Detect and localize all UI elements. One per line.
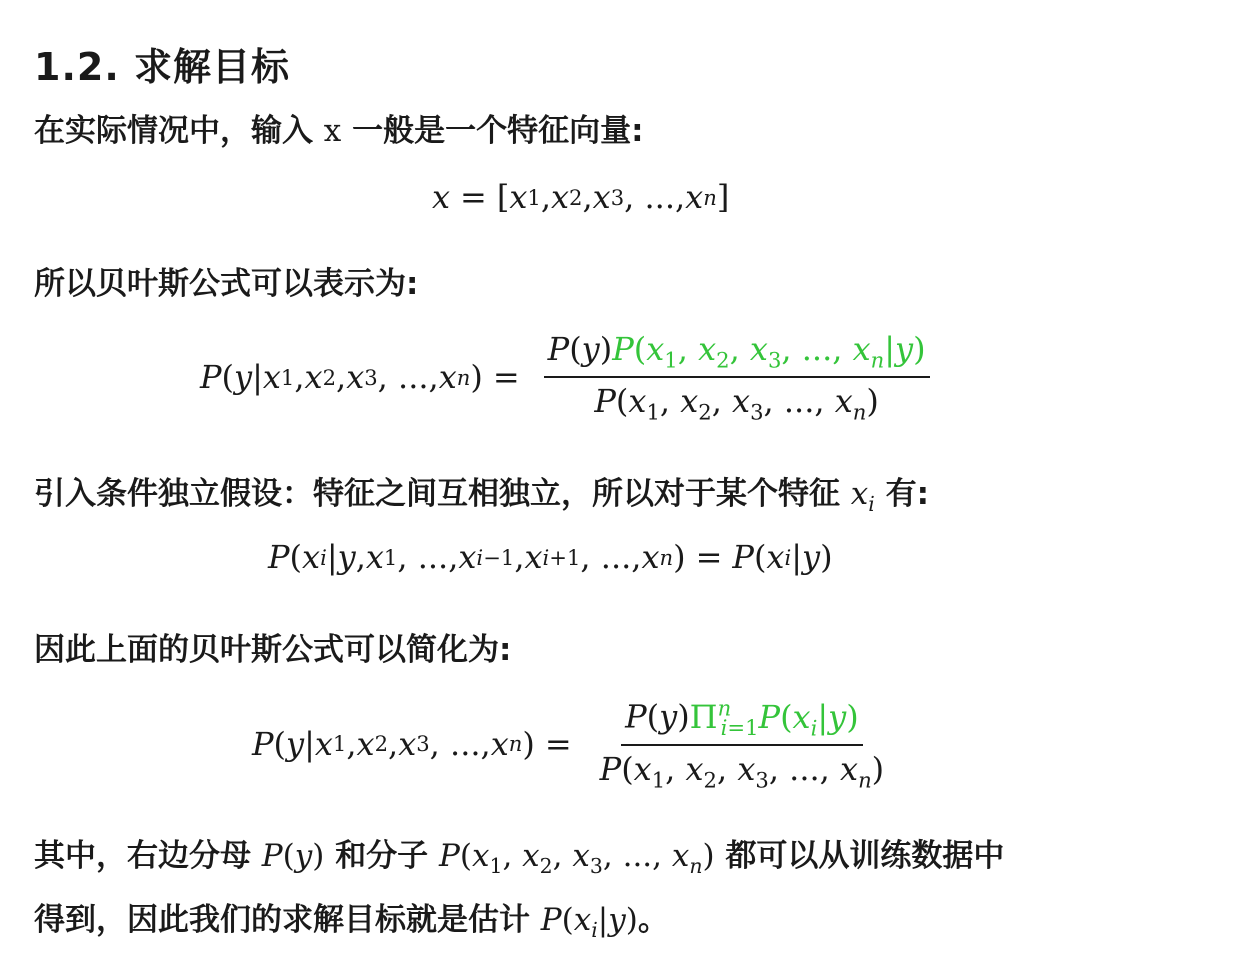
paragraph-text: 在实际情况中，输入 (34, 113, 313, 149)
paragraph-text: 有: (885, 476, 930, 512)
paragraph-text: 引入条件独立假设：特征之间互相独立，所以对于某个特征 (34, 476, 840, 512)
fraction-numerator: $P(y)\Pi^n_{i=1}P(x_i|y)$ (621, 695, 863, 746)
paragraph-text: 和分子 (335, 838, 429, 874)
fraction (544, 330, 930, 425)
equation-bayes-simplified: P ( y | x 1 , x 2 , x 3 , ..., x n ) = $\frac{P(y)\Pi^n_{i=1}P(x_i|y)}{P(x_1, x_2, x_3, ..., x_n)}$ (252, 695, 888, 792)
paragraph-feature-vector (34, 105, 643, 150)
paragraph-text: 一般是一个特征向量: (352, 113, 644, 149)
paragraph-independence: 引入条件独立假设：特征之间互相独立，所以对于某个特征 $x_i$ 有: (34, 476, 930, 517)
inline-variable: x (323, 113, 342, 149)
fraction-denominator: $P(x_1$, $x_2$, $x_3$, ..., $x_n$) (594, 382, 879, 425)
equation-feature-vector: x = [ x 1 , x 2 , x 3 , ..., x n ] (432, 178, 730, 216)
fraction (596, 695, 889, 792)
section-number: 1.2. (34, 45, 120, 89)
paragraph-text: 。 (637, 902, 669, 938)
paragraph-text: 都可以从训练数据中 (725, 838, 1005, 874)
paragraph-text: 其中，右边分母 (34, 838, 251, 874)
paragraph-training-data: 其中，右边分母 P(y) 和分子 $P(x_1$, $x_2$, $x_3$, ..., $x_n$) 都可以从训练数据中 (34, 838, 1005, 879)
paragraph-text: 因此上面的贝叶斯公式可以简化为: (34, 632, 512, 668)
equation-conditional-independence: P ( x i | y , x 1 , ..., x i −1 , x i +1 , ..., x n ) = P ( x i | y ) (268, 538, 833, 576)
paragraph-goal: 得到，因此我们的求解目标就是估计 $P(x_i|y)$。 (34, 902, 669, 943)
paragraph-bayes-intro (34, 258, 418, 303)
paragraph-text: 所以贝叶斯公式可以表示为: (34, 266, 419, 302)
fraction-denominator: $P(x_1$, $x_2$, $x_3$, ..., $x_n$) (599, 750, 885, 793)
paragraph-text: 得到，因此我们的求解目标就是估计 (34, 902, 530, 938)
section-heading (34, 36, 290, 91)
equation-bayes-full: P ( y | x 1 , x 2 , x 3 , ..., x n ) = $\frac{P(y)P(x_1, x_2, x_3, ..., x_n|y)}{P(x_1, x_2, x_3, ..., x_n)}$ (200, 330, 930, 425)
section-title: 求解目标 (134, 45, 291, 89)
paragraph-simplified-intro (34, 624, 511, 669)
fraction-numerator: $P(y)P(x_1$, $x_2$, $x_3$, ..., $x_n|y$) (544, 330, 930, 378)
document-page (34, 0, 1214, 979)
